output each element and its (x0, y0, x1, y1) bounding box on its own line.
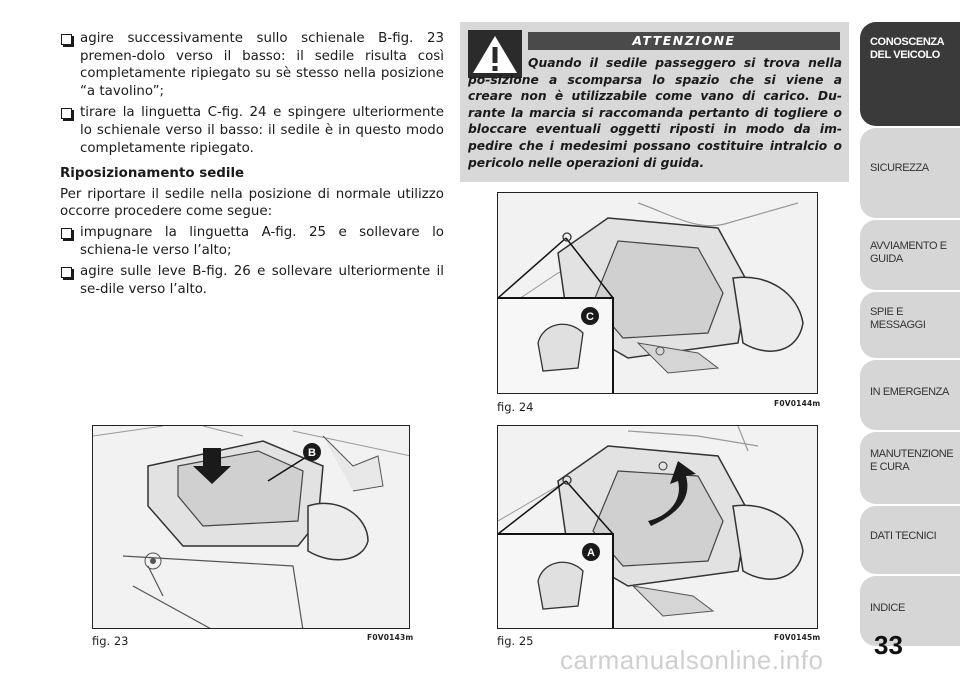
figure-25-image (497, 425, 818, 629)
figure-23-image (92, 425, 410, 629)
page-number: 33 (874, 630, 903, 660)
figure-code: F0V0145m (774, 633, 821, 642)
chapter-nav (860, 22, 960, 648)
nav-tab-spie-e-messaggi[interactable]: SPIE E MESSAGGI (860, 292, 960, 358)
callout-badge (302, 442, 322, 462)
nav-tab-sicurezza[interactable]: SICUREZZA (860, 128, 960, 218)
nav-tab-avviamento-e-guida[interactable]: AVVIAMENTO E GUIDA (860, 220, 960, 290)
figure-code: F0V0143m (367, 633, 414, 642)
callout-badge (580, 306, 600, 326)
watermark-text: carmanualsonline.info (560, 645, 824, 675)
callout-badge (581, 542, 601, 562)
nav-tab-conoscenza-del-veicolo[interactable]: CONOSCENZA DEL VEICOLO (860, 22, 960, 126)
figure-code: F0V0144m (774, 399, 821, 408)
warning-box (460, 22, 849, 182)
callout-letter: B (308, 447, 316, 459)
instruction-bullet: impugnare la linguetta A-fig. 25 e sollevare lo schiena-le verso l’alto; (60, 224, 444, 259)
nav-tab-indice[interactable]: INDICE (860, 576, 960, 646)
warning-text: Quando il sedile passeggero si trova nella po-sizione a scomparsa lo spazio che si viene a creare non è utilizzabile come vano di carico. Du-rante la marcia si raccomanda pertanto di togliere o bloccare eventuali oggetti riposti in modo da im-pedire che i medesimi possano costituire intralcio o pericolo nelle operazioni di guida. (468, 56, 842, 170)
section-paragraph: Per riportare il sedile nella posizione di normale utilizzo occorre procedere come segue: (60, 186, 444, 220)
nav-tab-dati-tecnici[interactable]: DATI TECNICI (860, 506, 960, 574)
instruction-bullet: agire successivamente sullo schienale B-fig. 23 premen-dolo verso il basso: il sedile risulta così completamente ripiegato su sè stesso nella posizione “a tavolino”; (60, 30, 444, 100)
figure-caption: fig. 25 (497, 634, 534, 648)
instruction-bullet: agire sulle leve B-fig. 26 e sollevare ulteriormente il se-dile verso l’alto. (60, 263, 444, 298)
section-subheading: Riposizionamento sedile (60, 166, 245, 182)
body-text-column (60, 30, 444, 302)
figure-24-image (497, 192, 818, 394)
figure-caption: fig. 24 (497, 400, 534, 414)
callout-letter: C (586, 311, 594, 323)
instruction-bullet: tirare la linguetta C-fig. 24 e spingere ulteriormente lo schienale verso il basso: il sedile è in questo modo completamente ripiegato. (60, 104, 444, 157)
nav-tab-manutenzione-e-cura[interactable]: MANUTENZIONE E CURA (860, 432, 960, 504)
nav-tab-in-emergenza[interactable]: IN EMERGENZA (860, 360, 960, 430)
callout-letter: A (587, 547, 595, 559)
warning-title: ATTENZIONE (528, 32, 840, 50)
figure-caption: fig. 23 (92, 634, 129, 648)
